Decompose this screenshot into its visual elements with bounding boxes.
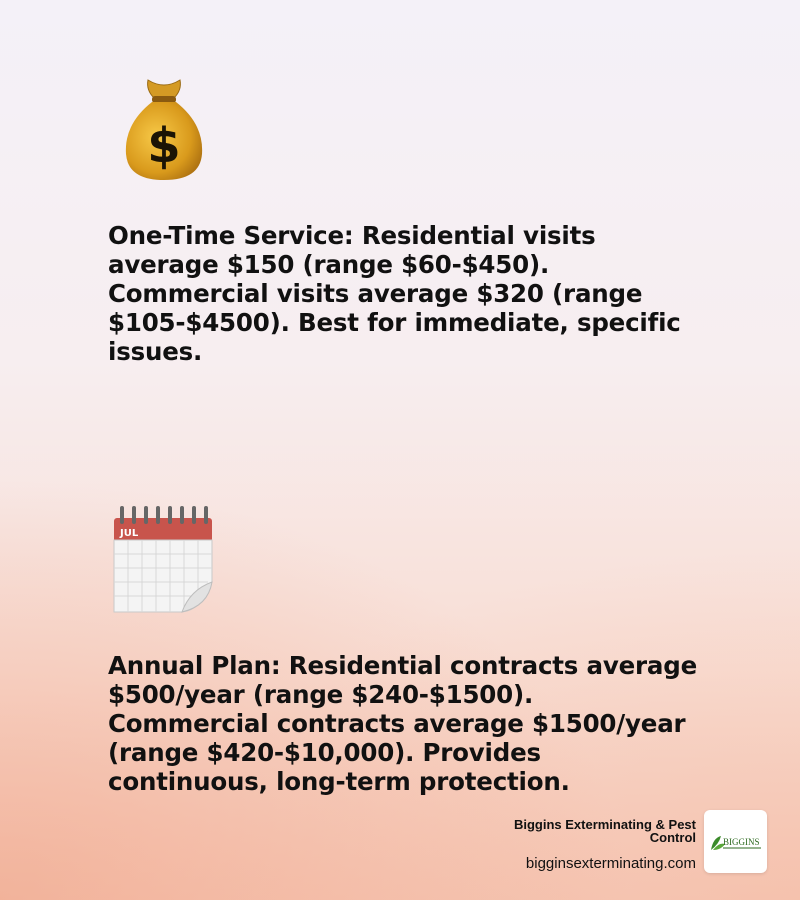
leaf-icon (709, 830, 763, 854)
brand-url[interactable]: bigginsexterminating.com (525, 855, 696, 872)
logo-text: BIGGINS (722, 836, 760, 847)
brand-logo (704, 810, 767, 873)
calendar-month-label: JUL (120, 528, 139, 539)
calendar-icon (112, 502, 214, 614)
brand-name: Biggins Exterminating & Pest Control (513, 817, 696, 845)
svg-text:$: $ (147, 118, 181, 174)
money-bag-icon (122, 76, 206, 182)
annual-plan-text: Annual Plan: Residential contracts average $500/year (range $240-$1500). Commercial contracts average $1500/year (range $420-$10,000). Provides continuous, long-term protection. (108, 651, 697, 796)
brand-block (500, 818, 696, 872)
one-time-service-text: One-Time Service: Residential visits average $150 (range $60-$450). Commercial visits average $320 (range $105-$4500). Best for immediate, specific issues. (108, 221, 681, 366)
